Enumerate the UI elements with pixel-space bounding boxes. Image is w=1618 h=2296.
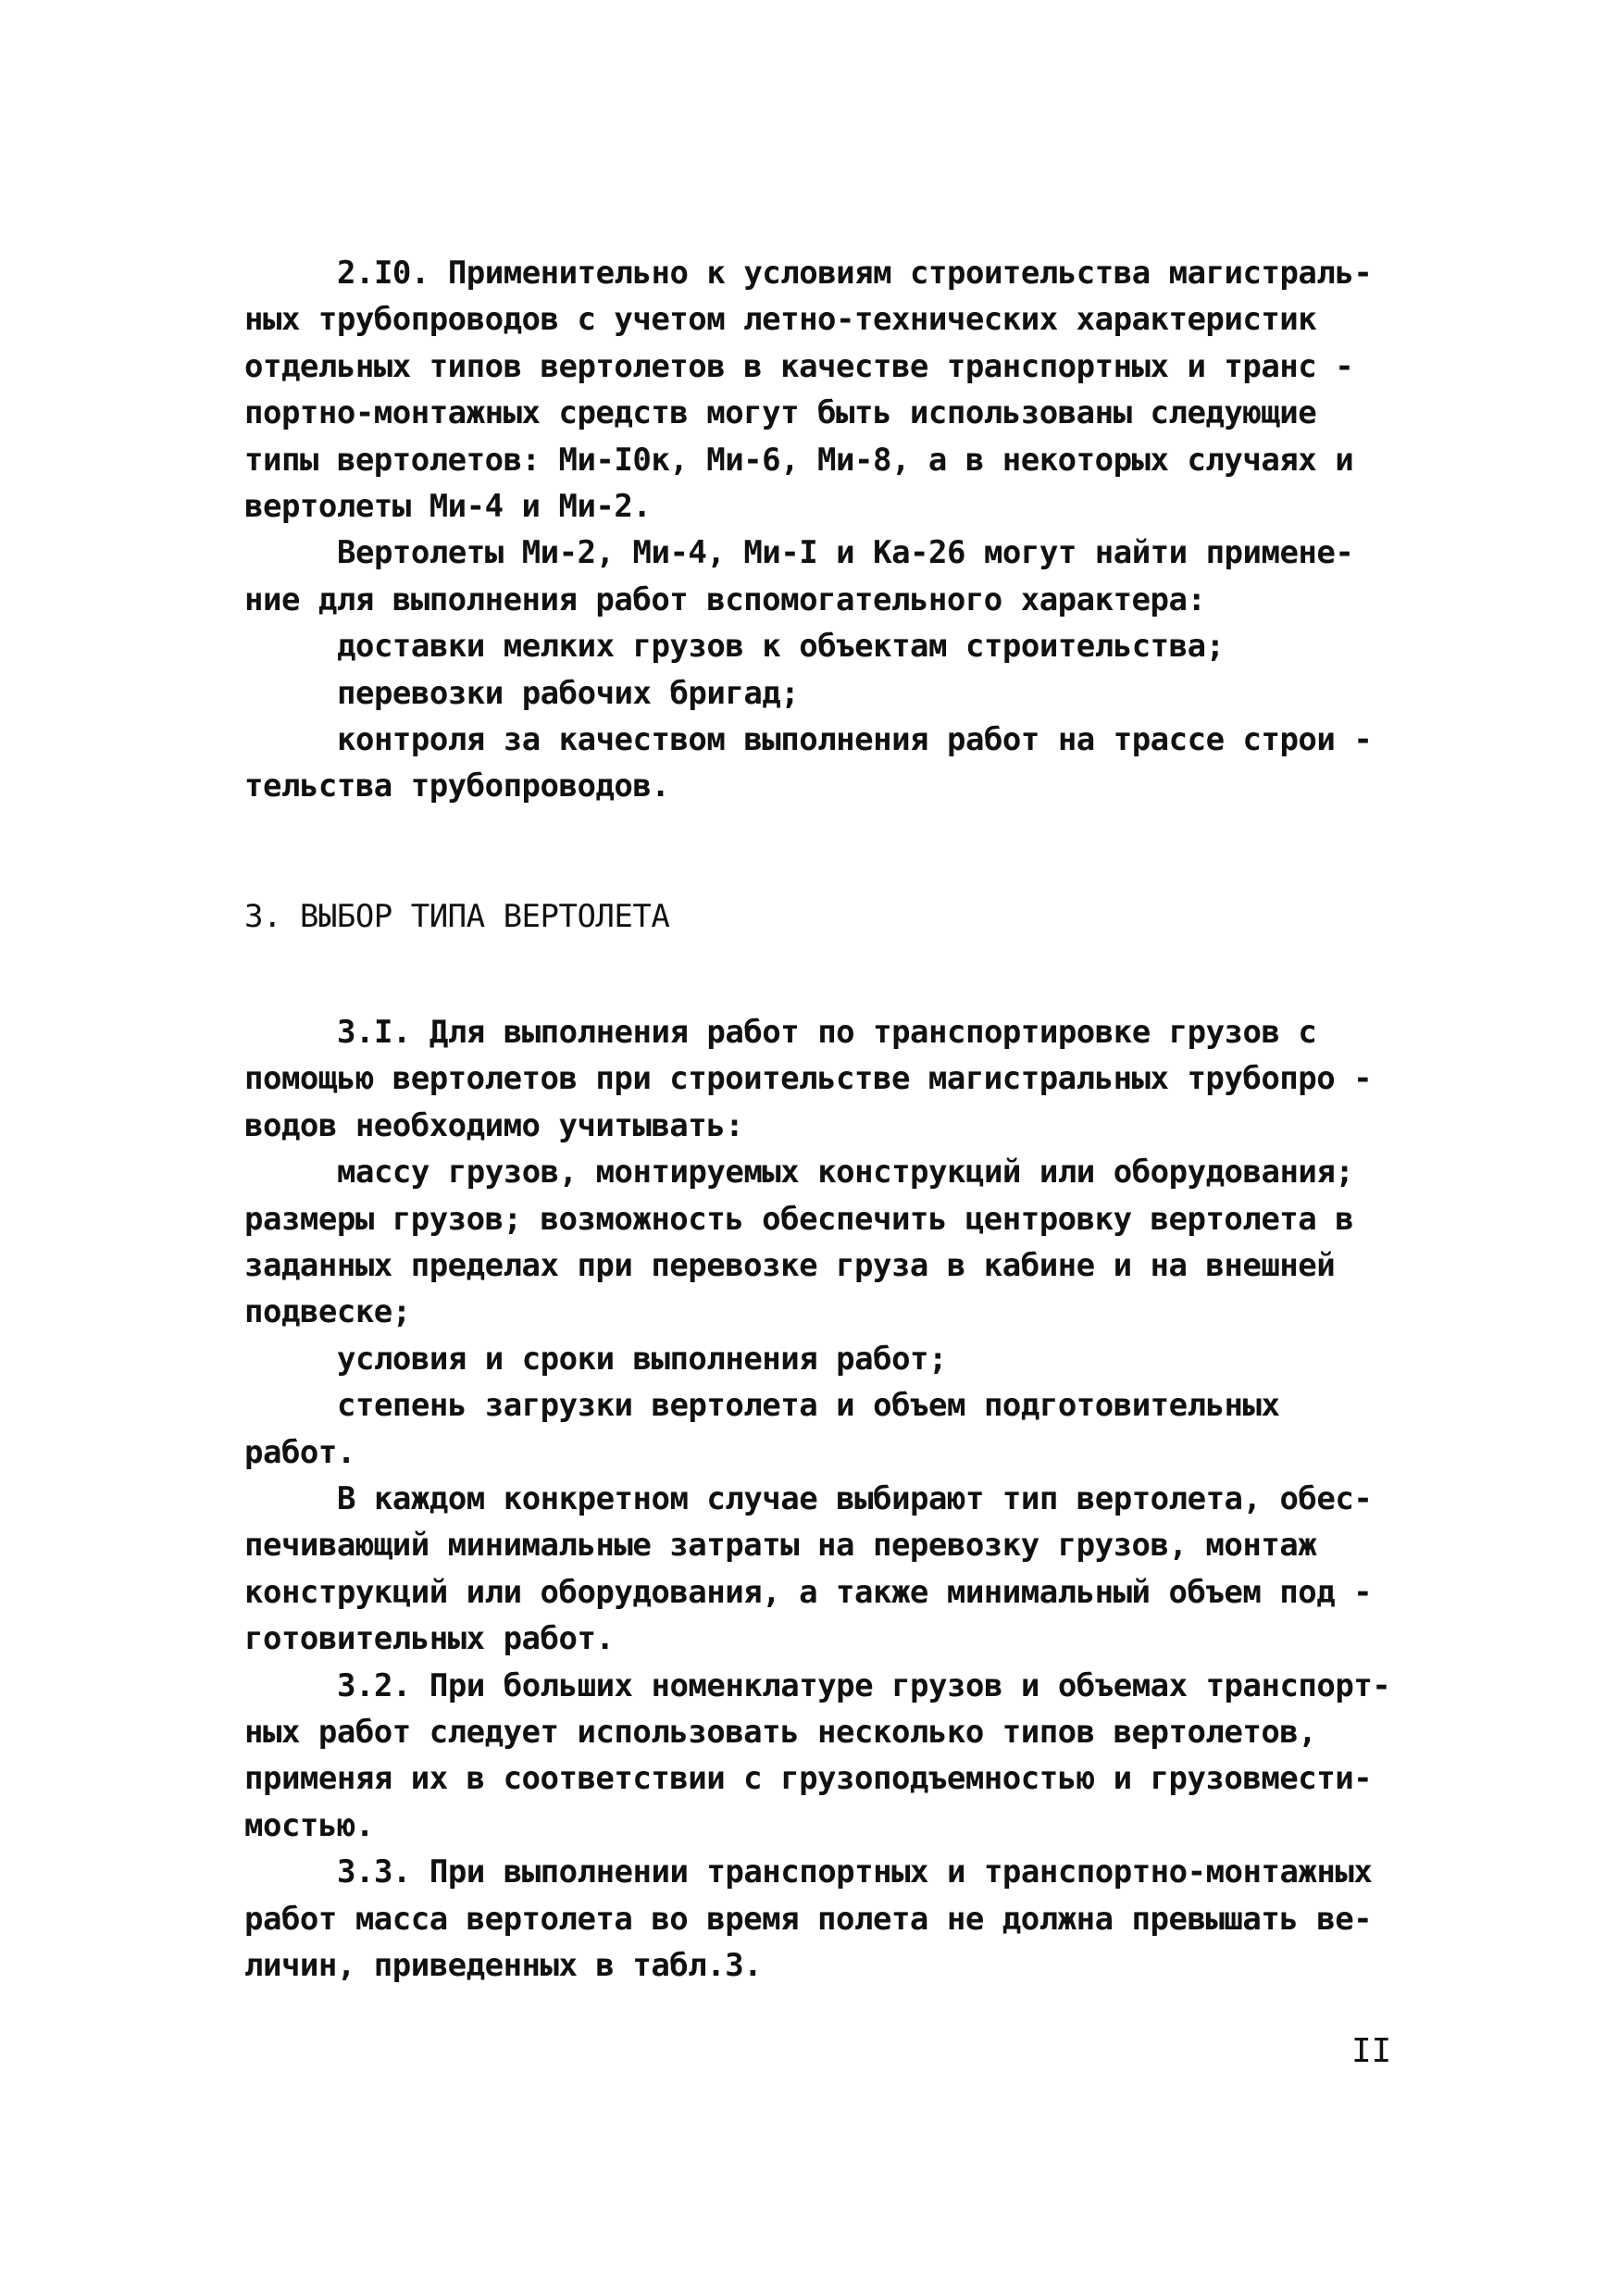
conclusion-line-3: конструкций или оборудования, а также минимальный объем под - [244,1573,1373,1611]
helicopters-para-line-1: Вертолеты Ми-2, Ми-4, Ми-I и Ка-26 могут найти примене- [337,534,1354,572]
para-2-10-line-1: 2.I0. Применительно к условиям строительства магистраль- [337,255,1373,292]
para-3-1-line-3: водов необходимо учитывать: [244,1106,744,1144]
para-2-10-line-4: портно-монтажных средств могут быть использованы следующие [244,394,1317,432]
para-3-2-line-3: применяя их в соответствии с грузоподъемностью и грузовмести- [244,1760,1373,1798]
section-heading: 3. ВЫБОР ТИПА ВЕРТОЛЕТА [244,897,670,935]
list-item-quality-control-line-2: тельства трубопроводов. [244,767,670,805]
para-3-2-line-4: мостью. [244,1806,374,1844]
list-item-quality-control-line-1: контроля за качеством выполнения работ на трассе строи - [337,720,1373,758]
para-3-3-line-1: 3.3. При выполнении транспортных и транспортно-монтажных [337,1853,1373,1891]
para-2-10-line-6: вертолеты Ми-4 и Ми-2. [244,487,652,525]
criteria-conditions: условия и сроки выполнения работ; [337,1340,948,1378]
criteria-mass-line-1: массу грузов, монтируемых конструкций или оборудования; [337,1154,1354,1192]
page-number: II [1351,2032,1392,2070]
para-2-10-line-2: ных трубопроводов с учетом летно-технических характеристик [244,301,1317,339]
list-item-delivery: доставки мелких грузов к объектам строительства; [337,628,1225,666]
para-3-1-line-2: помощью вертолетов при строительстве магистральных трубопро - [244,1060,1373,1098]
criteria-mass-line-4: подвеске; [244,1293,411,1331]
para-3-2-line-2: ных работ следует использовать несколько типов вертолетов, [244,1713,1317,1751]
criteria-mass-line-3: заданных пределах при перевозке груза в кабине и на внешней [244,1247,1336,1285]
conclusion-line-4: готовительных работ. [244,1620,615,1658]
para-2-10-line-5: типы вертолетов: Ми-I0к, Ми-6, Ми-8, а в некоторых случаях и [244,441,1354,479]
para-3-3-line-3: личин, приведенных в табл.3. [244,1946,763,1984]
conclusion-line-1: В каждом конкретном случае выбирают тип вертолета, обес- [337,1479,1373,1517]
para-3-3-line-2: работ масса вертолета во время полета не должна превышать ве- [244,1900,1373,1938]
list-item-transport-crews: перевозки рабочих бригад; [337,674,800,712]
para-3-2-line-1: 3.2. При больших номенклатуре грузов и объемах транспорт- [337,1666,1391,1704]
document-body [244,250,1401,1989]
criteria-load-line-1: степень загрузки вертолета и объем подготовительных [337,1387,1280,1425]
para-3-1-line-1: 3.I. Для выполнения работ по транспортировке грузов с [337,1014,1317,1052]
criteria-load-line-2: работ. [244,1433,355,1471]
helicopters-para-line-2: ние для выполнения работ вспомогательного характера: [244,580,1206,618]
criteria-mass-line-2: размеры грузов; возможность обеспечить центровку вертолета в [244,1200,1354,1238]
conclusion-line-2: печивающий минимальные затраты на перевозку грузов, монтаж [244,1527,1317,1565]
para-2-10-line-3: отдельных типов вертолетов в качестве транспортных и транс - [244,347,1354,385]
